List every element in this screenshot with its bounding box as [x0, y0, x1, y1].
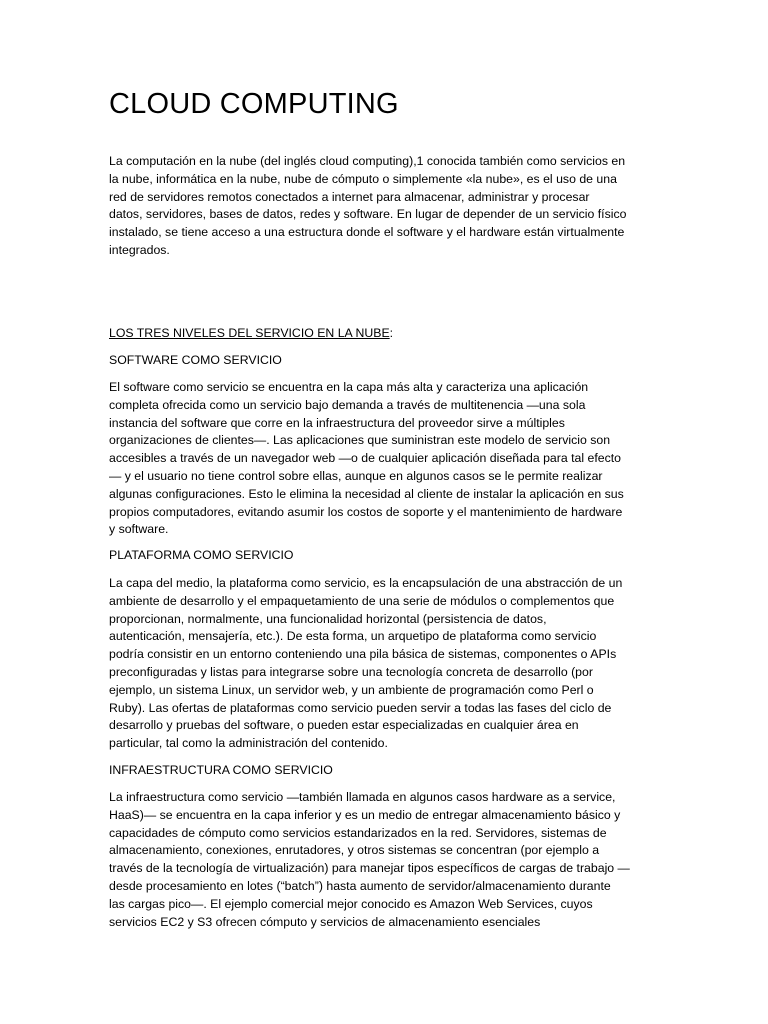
text-line: servicios EC2 y S3 ofrecen cómputo y servicios de almacenamiento esenciales [109, 914, 541, 929]
text-line: particular, tal como la administración del contenido. [109, 736, 388, 751]
text-line: proporcionan, normalmente, una funcionalidad horizontal (persistencia de datos, [109, 611, 547, 626]
text-line: integrados. [109, 242, 170, 257]
text-line: Ruby). Las ofertas de plataformas como servicio pueden servir a todas las fases del ciclo de [109, 700, 612, 715]
text-line: las cargas pico—. El ejemplo comercial mejor conocido es Amazon Web Services, cuyos [109, 896, 593, 911]
paas-paragraph [109, 575, 661, 753]
text-line: — y el usuario no tiene control sobre ellas, aunque en algunos casos se le permite realizar [109, 468, 603, 483]
text-line: red de servidores remotos conectados a internet para almacenar, administrar y procesar [109, 189, 590, 204]
text-line: datos, servidores, bases de datos, redes y software. En lugar de depender de un servicio físico [109, 207, 627, 222]
text-line: organizaciones de clientes—. Las aplicaciones que suministran este modelo de servicio son [109, 433, 611, 448]
text-line: La capa del medio, la plataforma como servicio, es la encapsulación de una abstracción de un [109, 576, 623, 590]
text-line: algunas configuraciones. Esto le elimina la necesidad al cliente de instalar la aplicación en sus [109, 486, 624, 501]
text-line: La infraestructura como servicio —también llamada en algunos casos hardware as a service, [109, 790, 616, 804]
saas-heading: SOFTWARE COMO SERVICIO [109, 353, 282, 367]
paas-heading: PLATAFORMA COMO SERVICIO [109, 548, 294, 562]
levels-heading-colon: : [389, 326, 394, 340]
text-line: accesibles a través de un navegador web —o de cualquier aplicación diseñada para tal efecto [109, 451, 622, 466]
text-line: desde procesamiento en lotes (“batch”) hasta aumento de servidor/almacenamiento durante [109, 878, 611, 893]
text-line: autenticación, mensajería, etc.). De esta forma, un arquetipo de plataforma como servicio [109, 629, 597, 644]
iaas-paragraph [109, 789, 661, 931]
text-line: El software como servicio se encuentra en la capa más alta y caracteriza una aplicación [109, 380, 589, 394]
text-line: ambiente de desarrollo y el empaquetamiento de una serie de módulos o complementos que [109, 593, 615, 608]
text-line: capacidades de cómputo como servicios estandarizados en la red. Servidores, sistemas de [109, 825, 607, 840]
levels-heading [109, 325, 393, 343]
text-line: y software. [109, 522, 169, 537]
text-line: ejemplo, un sistema Linux, un servidor web, y un ambiente de programación como Perl o [109, 682, 594, 697]
text-line: propios computadores, evitando asumir los costos de soporte y el mantenimiento de hardware [109, 504, 623, 519]
text-line: completa ofrecida como un servicio bajo demanda a través de multitenencia —una sola [109, 397, 586, 412]
text-line: HaaS)— se encuentra en la capa inferior y es un medio de entregar almacenamiento básico y [109, 807, 621, 822]
text-line: instancia del software que corre en la infraestructura del proveedor sirve a múltiples [109, 415, 565, 430]
text-line: podría consistir en un entorno conteniendo una pila básica de sistemas, componentes o APIs [109, 647, 617, 662]
page-title: CLOUD COMPUTING [109, 88, 399, 120]
text-line: través de la tecnología de virtualización) para manejar tipos específicos de cargas de trabajo — [109, 861, 630, 876]
text-line: la nube, informática en la nube, nube de cómputo o simplemente «la nube», es el uso de una [109, 171, 617, 186]
levels-heading-text: LOS TRES NIVELES DEL SERVICIO EN LA NUBE [109, 326, 390, 340]
text-line: preconfiguradas y listas para integrarse sobre una tecnología concreta de desarrollo (por [109, 664, 593, 679]
intro-paragraph [109, 153, 661, 260]
text-line: almacenamiento, conexiones, enrutadores, y otros sistemas se concentran (por ejemplo a [109, 843, 600, 858]
saas-paragraph [109, 379, 661, 539]
iaas-heading: INFRAESTRUCTURA COMO SERVICIO [109, 763, 333, 777]
text-line: La computación en la nube (del inglés cloud computing),1 conocida también como servicios en [109, 154, 626, 168]
text-line: instalado, se tiene acceso a una estructura donde el software y el hardware están virtualmente [109, 225, 625, 240]
text-line: desarrollo y pruebas del software, o pueden estar especializadas en cualquier área en [109, 718, 579, 733]
